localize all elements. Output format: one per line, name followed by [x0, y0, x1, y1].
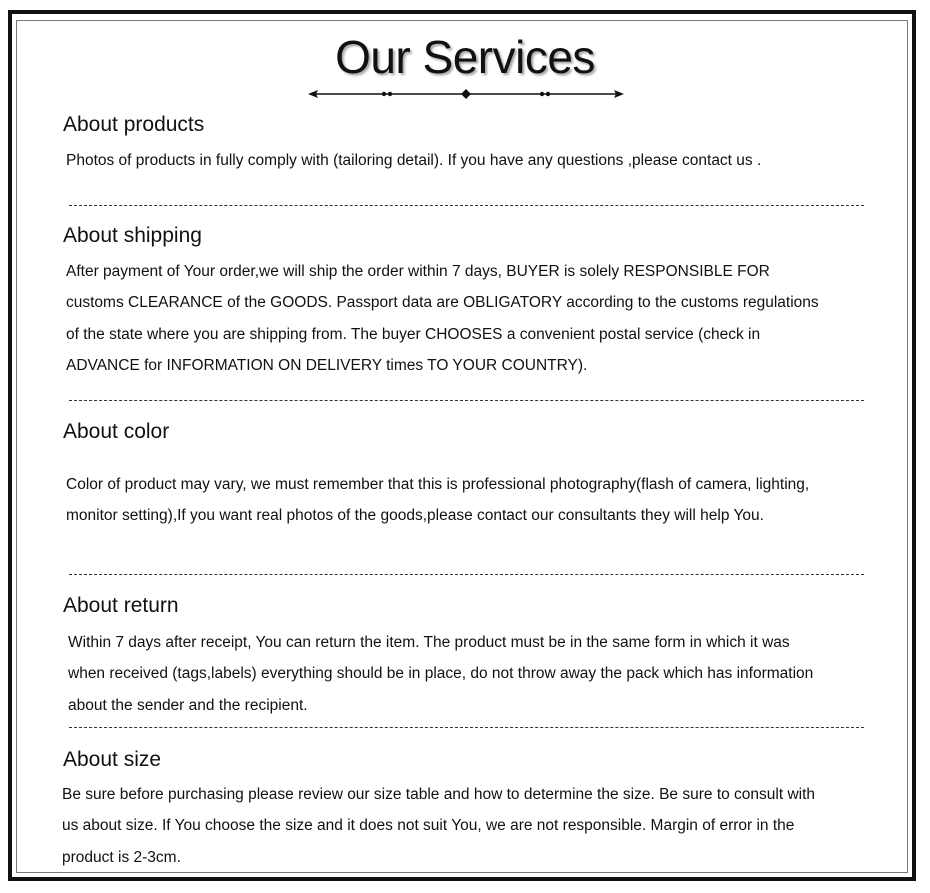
section-text-return [68, 627, 888, 721]
text-line: customs CLEARANCE of the GOODS. Passport data are OBLIGATORY according to the customs regulations [66, 294, 819, 312]
section-text-color [66, 469, 886, 532]
text-line: After payment of Your order,we will ship the order within 7 days, BUYER is solely RESPONSIBLE FOR [66, 263, 770, 280]
section-heading-shipping: About shipping [63, 224, 202, 247]
ornament-divider-icon [306, 86, 626, 102]
page-title: Our Services [335, 31, 595, 83]
text-line: monitor setting),If you want real photos of the goods,please contact our consultants they will help You. [66, 507, 764, 525]
section-heading-return: About return [63, 594, 179, 617]
text-line: product is 2-3cm. [62, 848, 181, 866]
section-text-products [66, 145, 886, 176]
text-line: of the state where you are shipping from. The buyer CHOOSES a convenient postal service (check in [66, 325, 761, 343]
section-heading-color: About color [63, 420, 170, 443]
section-text-shipping [66, 256, 886, 381]
text-line: when received (tags,labels) everything should be in place, do not throw away the pack which has information [68, 665, 814, 683]
dashed-divider [69, 205, 864, 206]
text-line: ADVANCE for INFORMATION ON DELIVERY times TO YOUR COUNTRY). [66, 356, 588, 374]
dashed-divider [69, 574, 864, 575]
text-line: Photos of products in fully comply with (tailoring detail). If you have any questions ,please contact us . [66, 152, 762, 169]
dashed-divider [69, 727, 864, 728]
section-heading-products: About products [63, 113, 205, 136]
text-line: us about size. If You choose the size and it does not suit You, we are not responsible. Margin of error in the [62, 817, 795, 835]
dashed-divider [69, 400, 864, 401]
section-text-size [62, 779, 882, 873]
section-heading-size: About size [63, 748, 162, 771]
text-line: Color of product may vary, we must remember that this is professional photography(flash of camera, lighting, [66, 476, 810, 493]
text-line: Be sure before purchasing please review our size table and how to determine the size. Be sure to consult with [62, 786, 816, 803]
text-line: about the sender and the recipient. [68, 696, 308, 714]
text-line: Within 7 days after receipt, You can return the item. The product must be in the same form in which it was [68, 634, 790, 651]
